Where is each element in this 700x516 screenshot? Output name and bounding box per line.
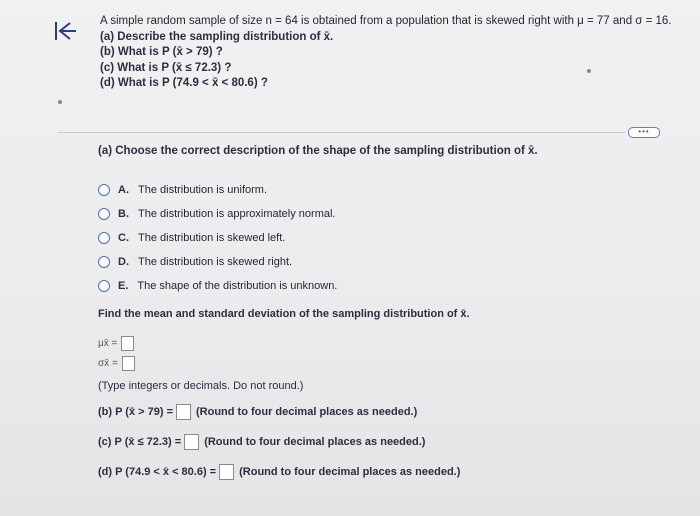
radio-button[interactable]	[98, 232, 110, 244]
option-text: The shape of the distribution is unknown.	[137, 280, 338, 292]
option-letter: C.	[118, 232, 129, 244]
radio-button[interactable]	[98, 208, 110, 220]
prob-d-input[interactable]	[219, 464, 234, 480]
radio-button[interactable]	[98, 256, 110, 268]
find-prompt: Find the mean and standard deviation of the sampling distribution of x̄.	[98, 308, 470, 320]
sd-input[interactable]	[122, 356, 135, 371]
question-part-d: (d) What is P (74.9 < x̄ < 80.6) ?	[100, 77, 268, 89]
prob-c-row	[98, 434, 425, 450]
option-text: The distribution is uniform.	[138, 184, 267, 196]
prob-b-hint: (Round to four decimal places as needed.)	[196, 406, 418, 418]
radio-button[interactable]	[98, 280, 110, 292]
question-part-a: (a) Describe the sampling distribution of x̄.	[100, 30, 334, 43]
option-text: The distribution is skewed right.	[138, 256, 293, 268]
prob-d-label: (d) P (74.9 < x̄ < 80.6) =	[98, 466, 217, 478]
shape-options	[98, 178, 337, 298]
option-text: The distribution is approximately normal.	[138, 208, 336, 220]
mean-input[interactable]	[121, 336, 134, 351]
prob-c-label: (c) P (x̄ ≤ 72.3) =	[98, 436, 182, 448]
decorative-dot	[58, 100, 62, 104]
mean-label: μx̄ =	[98, 338, 118, 349]
option-e[interactable]	[98, 274, 337, 298]
option-d[interactable]	[98, 250, 337, 274]
prob-b-label: (b) P (x̄ > 79) =	[98, 406, 173, 418]
prob-b-row	[98, 404, 417, 420]
prob-d-hint: (Round to four decimal places as needed.)	[239, 466, 461, 478]
rounding-note: (Type integers or decimals. Do not round.)	[98, 380, 304, 392]
prob-c-hint: (Round to four decimal places as needed.)	[204, 436, 426, 448]
more-button[interactable]: •••	[628, 127, 660, 138]
option-letter: E.	[118, 280, 129, 292]
option-text: The distribution is skewed left.	[138, 232, 286, 244]
sd-label: σx̄ =	[98, 358, 118, 369]
option-b[interactable]	[98, 202, 337, 226]
option-letter: A.	[118, 184, 129, 196]
question-part-b: (b) What is P (x̄ > 79) ?	[100, 46, 223, 58]
part-a-prompt: (a) Choose the correct description of the shape of the sampling distribution of x̄.	[98, 145, 538, 157]
mean-row	[98, 336, 134, 351]
question-text	[100, 14, 690, 92]
section-divider	[58, 132, 625, 133]
option-letter: B.	[118, 208, 129, 220]
prob-b-input[interactable]	[176, 404, 191, 420]
prob-c-input[interactable]	[184, 434, 199, 450]
radio-button[interactable]	[98, 184, 110, 196]
back-arrow-icon[interactable]	[52, 18, 78, 44]
option-c[interactable]	[98, 226, 337, 250]
question-part-c: (c) What is P (x̄ ≤ 72.3) ?	[100, 61, 232, 74]
question-intro: A simple random sample of size n = 64 is obtained from a population that is skewed right with μ = 77 and σ = 16.	[100, 15, 672, 27]
option-letter: D.	[118, 256, 129, 268]
sd-row	[98, 356, 135, 371]
prob-d-row	[98, 464, 460, 480]
option-a[interactable]	[98, 178, 337, 202]
